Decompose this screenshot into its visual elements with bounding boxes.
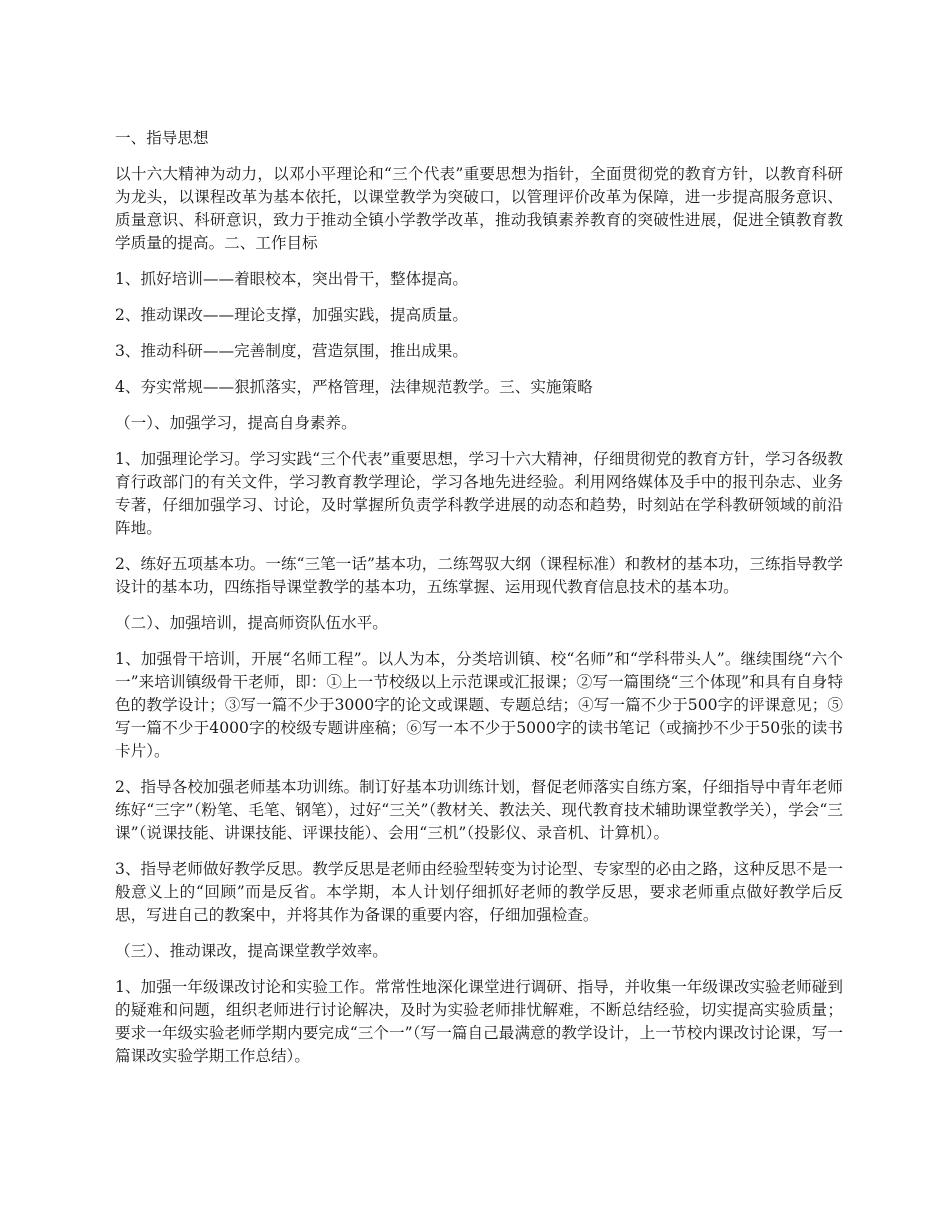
paragraph-backbone-training: 1、加强骨干培训，开展“名师工程”。以人为本，分类培训镇、校“名师”和“学科带头人”。继续围绕“六个一”来培训镇级骨干老师，即：①上一节校级以上示范课或汇报课；②写一篇围绕“三个体现”和具有自身特色的教学设计；③写一篇不少于3000字的论文或课题、专题总结；④写一篇不少于500字的评课意见；⑤写一篇不少于4000字的校级专题讲座稿；⑥写一本不少于5000字的读书笔记（或摘抄不少于50张的读书卡片）。 [115,650,843,760]
goal-item-training: 1、抓好培训——着眼校本，突出骨干，整体提高。 [115,270,468,288]
paragraph-theory-study: 1、加强理论学习。学习实践“三个代表”重要思想，学习十六大精神，仔细贯彻党的教育方针，学习各级教育行政部门的有关文件，学习教育教学理论，学习各地先进经验。利用网络媒体及手中的报刊杂志、业务专著，仔细加强学习、讨论，及时掌握所负责学科教学进展的动态和趋势，时刻站在学科教研领域的前沿阵地。 [115,450,843,537]
subsection-heading-training: （二）、加强培训，提高师资队伍水平。 [115,614,388,632]
document-page [115,127,843,1081]
paragraph-grade-one-reform: 1、加强一年级课改讨论和实验工作。常常性地深化课堂进行调研、指导，并收集一年级课改实验老师碰到的疑难和问题，组织老师进行讨论解决，及时为实验老师排忧解难，不断总结经验，切实提高实验质量；要求一年级实验老师学期内要完成“三个一”（写一篇自己最满意的教学设计，上一节校内课改讨论课，写一篇课改实验学期工作总结）。 [115,978,843,1065]
paragraph-basic-skills: 2、练好五项基本功。一练“三笔一话”基本功，二练驾驭大纲（课程标准）和教材的基本功，三练指导教学设计的基本功，四练指导课堂教学的基本功，五练掌握、运用现代教育信息技术的基本功。 [115,555,843,596]
subsection-heading-learning: （一）、加强学习，提高自身素养。 [115,414,357,432]
section-heading-guiding-ideology: 一、指导思想 [115,129,209,147]
subsection-heading-curriculum-reform: （三）、推动课改，提高课堂教学效率。 [115,942,388,960]
goal-item-curriculum-reform: 2、推动课改——理论支撑，加强实践，提高质量。 [115,306,468,324]
paragraph-teaching-reflection: 3、指导老师做好教学反思。教学反思是老师由经验型转变为讨论型、专家型的必由之路，这种反思不是一般意义上的“回顾”而是反省。本学期，本人计划仔细抓好老师的教学反思，要求老师重点做好教学后反思，写进自己的教案中，并将其作为备课的重要内容，仔细加强检查。 [115,860,843,924]
paragraph-guiding-ideology: 以十六大精神为动力，以邓小平理论和“三个代表”重要思想为指针，全面贯彻党的教育方针，以教育科研为龙头，以课程改革为基本依托，以课堂教学为突破口，以管理评价改革为保障，进一步提高服务意识、质量意识、科研意识，致力于推动全镇小学教学改革，推动我镇素养教育的突破性进展，促进全镇教育教学质量的提高。二、工作目标 [115,165,843,252]
goal-item-routine: 4、夯实常规——狠抓落实，严格管理，法律规范教学。三、实施策略 [115,378,593,396]
goal-item-research: 3、推动科研——完善制度，营造氛围，推出成果。 [115,342,468,360]
paragraph-teacher-skills: 2、指导各校加强老师基本功训练。制订好基本功训练计划，督促老师落实自练方案，仔细指导中青年老师练好“三字”（粉笔、毛笔、钢笔），过好“三关”（教材关、教法关、现代教育技术辅助课堂教学关），学会“三课”（说课技能、讲课技能、评课技能）、会用“三机”（投影仪、录音机、计算机）。 [115,778,843,842]
